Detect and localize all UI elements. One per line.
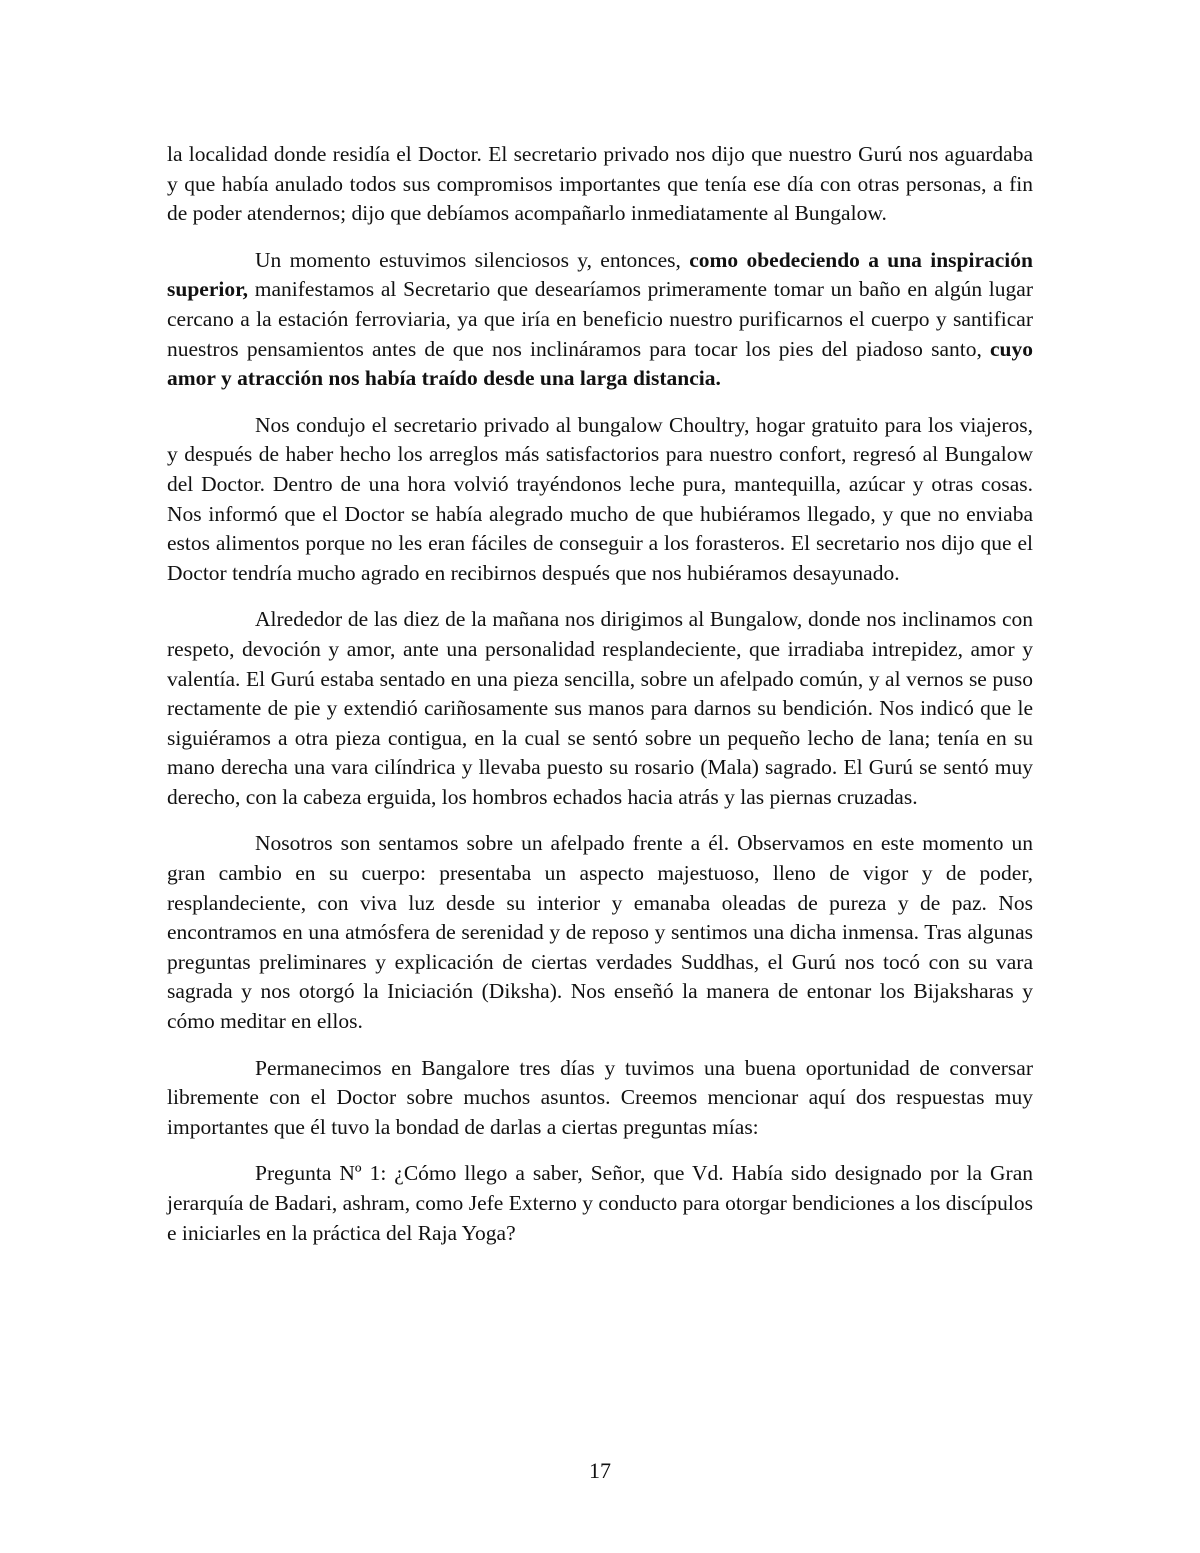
- text-segment: Un momento estuvimos silenciosos y, entonces,: [255, 247, 690, 272]
- text-segment: Alrededor de las diez de la mañana nos dirigimos al Bungalow, donde nos inclinamos con respeto, devoción y amor, ante una personalidad resplandeciente, que irradiaba intrepidez, amor y valentía. El Gurú estaba sentado en una pieza sencilla, sobre un afelpado común, y al vernos se puso rectamente de pie y extendió cariñosamente sus manos para darnos su bendición. Nos indicó que le siguiéramos a otra pieza contigua, en la cual se sentó sobre un pequeño lecho de lana; tenía en su mano derecha una vara cilíndrica y llevaba puesto su rosario (Mala) sagrado. El Gurú se sentó muy derecho, con la cabeza erguida, los hombros echados hacia atrás y las piernas cruzadas.: [167, 607, 1033, 809]
- paragraph: [167, 246, 1033, 394]
- paragraph: [167, 605, 1033, 812]
- bold-text-segment: como obedeciendo a una inspiración superior,: [167, 247, 1033, 302]
- text-segment: manifestamos al Secretario que desearíamos primeramente tomar un baño en algún lugar cercano a la estación ferroviaria, ya que iría en beneficio nuestro purificarnos el cuerpo y santificar nuestros pensamientos antes de que nos inclináramos para tocar los pies del piadoso santo,: [167, 277, 1033, 361]
- text-segment: Pregunta Nº 1: ¿Cómo llego a saber, Señor, que Vd. Había sido designado por la Gran jerarquía de Badari, ashram, como Jefe Externo y conducto para otorgar bendiciones a los discípulos e iniciarles en la práctica del Raja Yoga?: [167, 1161, 1033, 1245]
- paragraph: [167, 140, 1033, 229]
- paragraph: [167, 1054, 1033, 1143]
- text-segment: Nos condujo el secretario privado al bungalow Choultry, hogar gratuito para los viajeros, y después de haber hecho los arreglos más satisfactorios para nuestro confort, regresó al Bungalow del Doctor. Dentro de una hora volvió trayéndonos leche pura, mantequilla, azúcar y otras cosas. Nos informó que el Doctor se había alegrado mucho de que hubiéramos llegado, y que no enviaba estos alimentos porque no les eran fáciles de conseguir a los forasteros. El secretario nos dijo que el Doctor tendría mucho agrado en recibirnos después que nos hubiéramos desayunado.: [167, 412, 1033, 585]
- paragraph: [167, 411, 1033, 589]
- text-segment: Nosotros son sentamos sobre un afelpado frente a él. Observamos en este momento un gran cambio en su cuerpo: presentaba un aspecto majestuoso, lleno de vigor y de poder, resplandeciente, con viva luz desde su interior y emanaba oleadas de pureza y de paz. Nos encontramos en una atmósfera de serenidad y de reposo y sentimos una dicha inmensa. Tras algunas preguntas preliminares y explicación de ciertas verdades Suddhas, el Gurú nos tocó con su vara sagrada y nos otorgó la Iniciación (Diksha). Nos enseñó la manera de entonar los Bijaksharas y cómo meditar en ellos.: [167, 831, 1033, 1034]
- bold-text-segment: cuyo amor y atracción nos había traído desde una larga distancia.: [167, 336, 1033, 391]
- text-segment: la localidad donde residía el Doctor. El secretario privado nos dijo que nuestro Gurú nos aguardaba y que había anulado todos sus compromisos importantes que tenía ese día con otras personas, a fin de poder atendernos; dijo que debíamos acompañarlo inmediatamente al Bungalow.: [167, 142, 1033, 226]
- document-body: [167, 140, 1033, 1265]
- text-segment: Permanecimos en Bangalore tres días y tuvimos una buena oportunidad de conversar libremente con el Doctor sobre muchos asuntos. Creemos mencionar aquí dos respuestas muy importantes que él tuvo la bondad de darlas a ciertas preguntas mías:: [167, 1055, 1033, 1139]
- paragraph: [167, 829, 1033, 1036]
- page-number: 17: [589, 1458, 611, 1483]
- paragraph: [167, 1159, 1033, 1248]
